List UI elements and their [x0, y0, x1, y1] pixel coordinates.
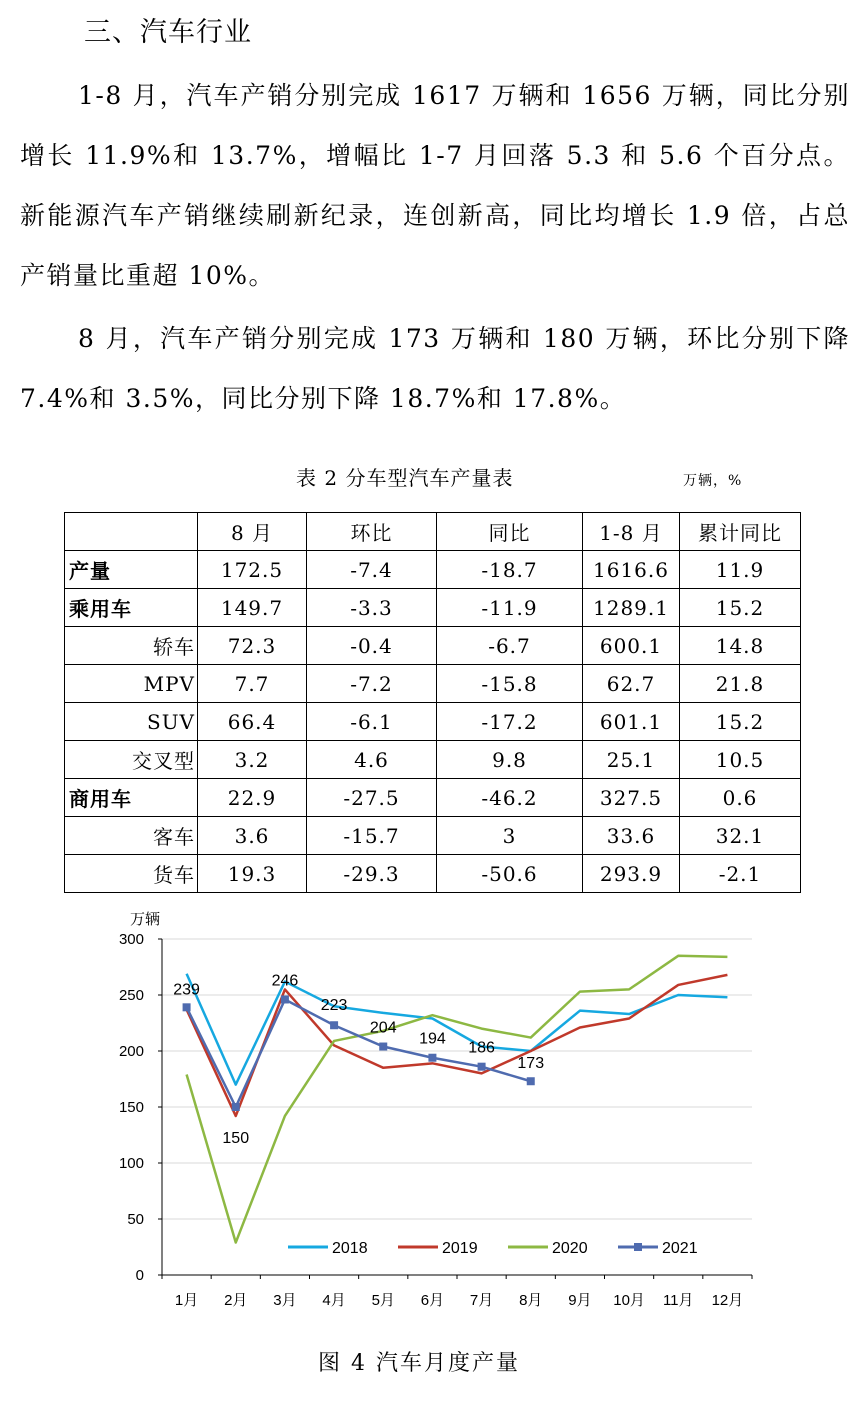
table-cell: 66.4 [198, 703, 307, 741]
data-point-2021 [183, 1003, 191, 1011]
table-row [65, 703, 801, 741]
table-row [65, 817, 801, 855]
section-heading: 三、汽车行业 [84, 17, 252, 48]
legend-label: 2018 [332, 1240, 368, 1257]
table-row [65, 741, 801, 779]
table-cell: 33.6 [583, 817, 680, 855]
legend-label: 2020 [552, 1240, 588, 1257]
monthly-production-chart [100, 905, 770, 1330]
table-row-label: 乘用车 [65, 589, 198, 627]
table-cell: 600.1 [583, 627, 680, 665]
x-tick-label: 12月 [711, 1292, 744, 1309]
table-cell: 15.2 [680, 703, 801, 741]
table-cell: -7.2 [307, 665, 437, 703]
data-label: 204 [369, 1019, 397, 1037]
table-header-cell: 环比 [307, 513, 437, 551]
table-cell: 4.6 [307, 741, 437, 779]
table-cell: -17.2 [437, 703, 583, 741]
data-point-2021 [232, 1103, 240, 1111]
table-row-label: 轿车 [65, 627, 198, 665]
data-label: 186 [468, 1039, 495, 1057]
y-tick-label: 0 [135, 1267, 144, 1284]
table-cell: 327.5 [583, 779, 680, 817]
data-label: 223 [320, 997, 348, 1015]
legend-label: 2021 [662, 1240, 698, 1257]
table-cell: -6.1 [307, 703, 437, 741]
table-row-label: MPV [65, 665, 198, 703]
table-cell: 3 [437, 817, 583, 855]
table-cell: 22.9 [198, 779, 307, 817]
data-point-2021 [478, 1063, 486, 1071]
x-tick-label: 5月 [371, 1292, 395, 1309]
series-line-2020 [187, 956, 728, 1243]
table-cell: 7.7 [198, 665, 307, 703]
x-tick-label: 2月 [224, 1292, 248, 1309]
table-row-label: 客车 [65, 817, 198, 855]
table-cell: 1289.1 [583, 589, 680, 627]
table-cell: 9.8 [437, 741, 583, 779]
data-label: 150 [222, 1130, 250, 1147]
legend-marker-2021 [634, 1243, 642, 1251]
table-cell: -6.7 [437, 627, 583, 665]
table-cell: -46.2 [437, 779, 583, 817]
table-cell: -15.8 [437, 665, 583, 703]
data-label: 246 [271, 972, 299, 990]
table-cell: 3.2 [198, 741, 307, 779]
table-cell: 25.1 [583, 741, 680, 779]
table-cell: -29.3 [307, 855, 437, 893]
x-tick-label: 9月 [568, 1292, 592, 1309]
table-cell: 10.5 [680, 741, 801, 779]
table-header-cell [65, 513, 198, 551]
table-cell: -18.7 [437, 551, 583, 589]
table-cell: -7.4 [307, 551, 437, 589]
x-tick-label: 10月 [613, 1292, 645, 1309]
table-row [65, 779, 801, 817]
table-row [65, 589, 801, 627]
table-cell: -0.4 [307, 627, 437, 665]
data-label: 239 [173, 981, 200, 999]
figure-caption: 图 4 汽车月度产量 [318, 1351, 520, 1376]
table-header-cell: 同比 [437, 513, 583, 551]
table-cell: 62.7 [583, 665, 680, 703]
table-cell: 601.1 [583, 703, 680, 741]
table-cell: 19.3 [198, 855, 307, 893]
y-tick-label: 150 [118, 1099, 144, 1116]
production-table [64, 512, 801, 893]
data-point-2021 [281, 995, 289, 1003]
table-header-cell: 累计同比 [680, 513, 801, 551]
table-row [65, 627, 801, 665]
paragraph-2: 8 月，汽车产销分别完成 173 万辆和 180 万辆，环比分别下降 7.4%和 3.5%，同比分别下降 18.7%和 17.8%。 [20, 324, 850, 413]
table-cell: -2.1 [680, 855, 801, 893]
y-tick-label: 250 [118, 987, 144, 1004]
table-cell: -3.3 [307, 589, 437, 627]
data-point-2021 [527, 1077, 535, 1085]
data-label: 173 [517, 1055, 545, 1073]
x-tick-label: 7月 [469, 1292, 494, 1309]
table-row-label: 交叉型 [65, 741, 198, 779]
table-header-cell: 1-8 月 [583, 513, 680, 551]
table-row [65, 551, 801, 589]
table-cell: 172.5 [198, 551, 307, 589]
table-cell: 32.1 [680, 817, 801, 855]
table-row-label: 产量 [65, 551, 198, 589]
y-tick-label: 200 [118, 1043, 144, 1060]
table-cell: 149.7 [198, 589, 307, 627]
x-tick-label: 8月 [519, 1292, 543, 1309]
table-caption: 表 2 分车型汽车产量表 [296, 466, 514, 490]
x-tick-label: 11月 [662, 1292, 694, 1309]
table-header-row [65, 513, 801, 551]
table-cell: 11.9 [680, 551, 801, 589]
paragraph-1: 1-8 月，汽车产销分别完成 1617 万辆和 1656 万辆，同比分别增长 11.9%和 13.7%，增幅比 1-7 月回落 5.3 和 5.6 个百分点。新能源汽车产销继续刷新纪录，连创新高，同比均增长 1.9 倍，占总产销量比重超 10%。 [20, 81, 850, 290]
table-cell: 0.6 [680, 779, 801, 817]
data-point-2021 [330, 1021, 338, 1029]
table-cell: -27.5 [307, 779, 437, 817]
table-cell: 293.9 [583, 855, 680, 893]
table-cell: 15.2 [680, 589, 801, 627]
table-cell: 14.8 [680, 627, 801, 665]
y-tick-label: 300 [118, 931, 144, 948]
table-unit: 万辆，% [683, 473, 743, 489]
table-header-cell: 8 月 [198, 513, 307, 551]
table-row [65, 855, 801, 893]
legend-label: 2019 [442, 1240, 478, 1257]
data-point-2021 [428, 1054, 436, 1062]
x-tick-label: 6月 [420, 1292, 445, 1309]
y-tick-label: 100 [118, 1155, 144, 1172]
table-cell: 72.3 [198, 627, 307, 665]
table-cell: -11.9 [437, 589, 583, 627]
table-cell: 1616.6 [583, 551, 680, 589]
y-axis-label: 万辆 [129, 911, 161, 928]
data-label: 194 [419, 1030, 446, 1048]
table-row-label: SUV [65, 703, 198, 741]
data-point-2021 [379, 1043, 387, 1051]
x-tick-label: 4月 [322, 1292, 346, 1309]
series-line-2019 [187, 975, 728, 1116]
table-cell: -50.6 [437, 855, 583, 893]
table-cell: 3.6 [198, 817, 307, 855]
table-row-label: 货车 [65, 855, 198, 893]
table-cell: 21.8 [680, 665, 801, 703]
table-row [65, 665, 801, 703]
x-tick-label: 1月 [174, 1292, 199, 1309]
table-cell: -15.7 [307, 817, 437, 855]
x-tick-label: 3月 [273, 1292, 297, 1309]
table-row-label: 商用车 [65, 779, 198, 817]
y-tick-label: 50 [127, 1211, 144, 1228]
